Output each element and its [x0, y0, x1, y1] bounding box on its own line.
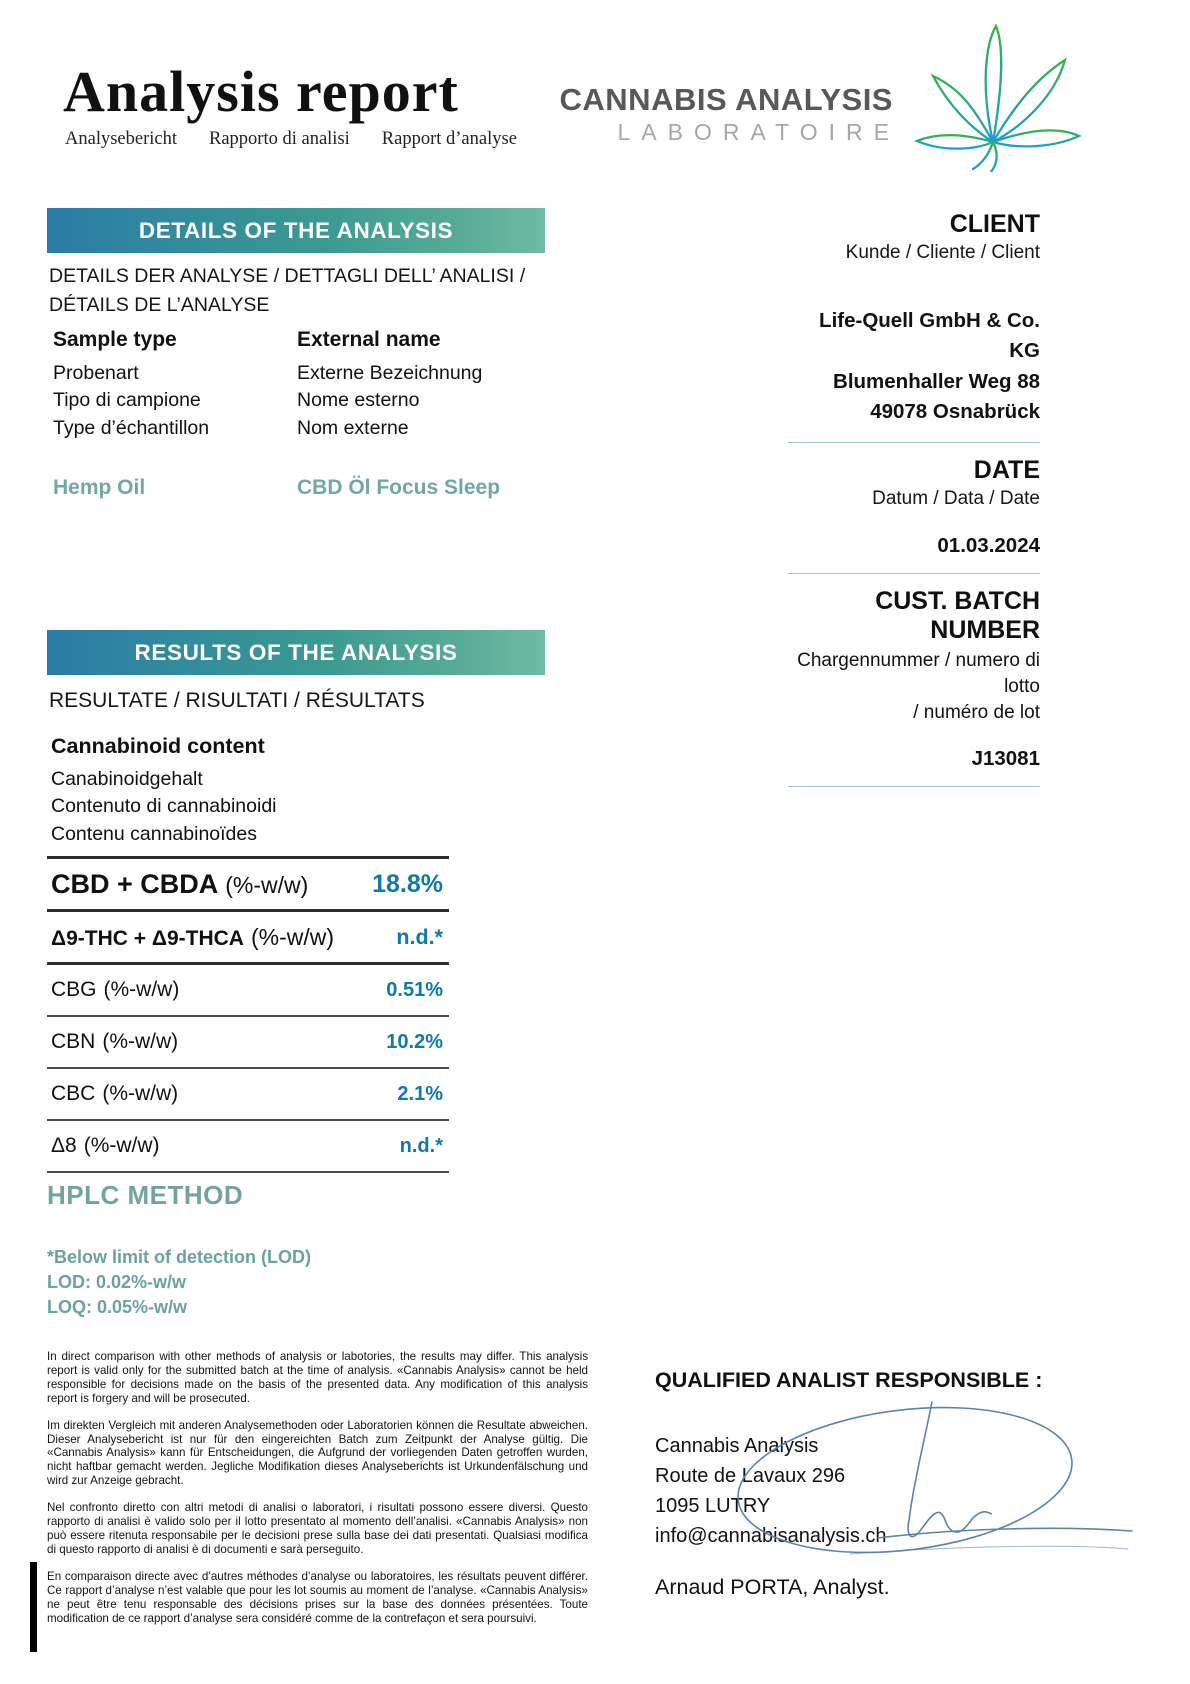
- external-name-de: Externe Bezeichnung: [297, 362, 483, 384]
- external-name-value: CBD Öl Focus Sleep: [297, 476, 501, 499]
- batch-label: CUST. BATCH NUMBER: [875, 587, 1040, 645]
- analyst-company: Cannabis Analysis: [655, 1435, 819, 1457]
- loq-value: LOQ: 0.05%-w/w: [47, 1297, 188, 1318]
- sample-type-header: Sample type: [53, 328, 177, 351]
- analyst-street: Route de Lavaux 296: [655, 1465, 846, 1487]
- row-label: Δ8 (%-w/w): [51, 1134, 160, 1157]
- method-label: HPLC METHOD: [47, 1180, 244, 1210]
- divider: [788, 786, 1040, 787]
- batch-value: J13081: [971, 747, 1040, 771]
- row-label: CBG (%-w/w): [51, 978, 180, 1001]
- disclaimer-it: Nel confronto diretto con altri metodi di analisi o laboratori, i risultati possono essere diversi. Questo rapporto di analisi è valido solo per il lotto presentato al momento dell’analisi. «Cannabis Analysis» non può essere ritenuta responsabile per le decisioni prese sulla base dei dati presentati. Qualsiasi modifica di questo rapporto di analisi è di documenti e sarà perseguito.: [47, 1501, 588, 1556]
- row-label: CBN (%-w/w): [51, 1030, 179, 1053]
- cannabinoid-sub-fr: Contenu cannabinoïdes: [51, 822, 257, 845]
- lod-note-block: [47, 1245, 311, 1321]
- divider: [788, 442, 1040, 443]
- date-label-translations: Datum / Data / Date: [872, 488, 1040, 510]
- client-panel: [788, 210, 1040, 800]
- subtitle-de: Analysebericht: [65, 128, 177, 149]
- row-value: 18.8%: [372, 869, 443, 898]
- cannabinoid-content-translations: [51, 766, 277, 848]
- external-name-it: Nome esterno: [297, 389, 420, 412]
- page-edge-mark: [30, 1562, 37, 1652]
- client-label-translations: Kunde / Cliente / Client: [845, 242, 1040, 263]
- disclaimer-de: Im direkten Vergleich mit anderen Analysemethoden oder Laboratorien können die Resultate abweichen. Dieser Analysebericht ist nur für den eingereichten Batch zum Zeitpunkt der Analyse gültig. Die «Cannabis Analysis» kann für Entscheidungen, die Aufgrund der vorliegenden Daten getroffen wurden, nicht haftbar gemacht werden. Jegliche Modifikation dieses Analyseberichts ist Urkundenfälschung und wird zur Anzeige gebracht.: [47, 1418, 588, 1488]
- external-name-fr: Nom externe: [297, 416, 409, 439]
- row-value: n.d.*: [399, 1134, 443, 1157]
- cannabinoid-sub-de: Canabinoidgehalt: [51, 768, 203, 790]
- sample-type-it: Tipo di campione: [53, 389, 201, 412]
- disclaimer-en: In direct comparison with other methods of analysis or labotories, the results may differ. This analysis report is valid only for the submitted batch at the time of analysis. «Cannabis Analysis» cannot be held responsible for decisions made on the basis of the presented data. Any modification of this analysis report is forgery and will be prosecuted.: [47, 1350, 588, 1405]
- results-table: [47, 856, 449, 1173]
- batch-label-translations: [788, 648, 1040, 725]
- sample-type-column: [53, 328, 297, 442]
- results-section-subtitle: RESULTATE / RISULTATI / RÉSULTATS: [49, 689, 425, 712]
- table-row: [47, 859, 449, 912]
- date-label: DATE: [973, 456, 1040, 485]
- client-street: Blumenhaller Weg 88: [833, 369, 1040, 393]
- table-row: [47, 1121, 449, 1173]
- table-row: [47, 1017, 449, 1069]
- details-section-subtitle: DETAILS DER ANALYSE / DETTAGLI DELL’ ANALISI / DÉTAILS DE L’ANALYSE: [49, 265, 526, 317]
- cannabis-leaf-icon: [893, 20, 1103, 172]
- external-name-header: External name: [297, 328, 441, 351]
- batch-sub-line2: / numéro de lot: [913, 701, 1040, 723]
- date-value: 01.03.2024: [937, 534, 1040, 558]
- page-subtitles: [65, 129, 517, 150]
- table-row: [47, 912, 449, 965]
- row-value: 2.1%: [397, 1082, 443, 1105]
- analyst-name: Arnaud PORTA, Analyst.: [655, 1575, 890, 1599]
- row-value: n.d.*: [396, 924, 443, 949]
- client-address: [788, 306, 1040, 427]
- details-section-title: DETAILS OF THE ANALYSIS: [138, 217, 454, 243]
- batch-sub-line1: Chargennummer / numero di lotto: [797, 650, 1040, 697]
- divider: [788, 573, 1040, 574]
- client-city: 49078 Osnabrück: [870, 399, 1040, 423]
- results-section-bar: [47, 630, 545, 675]
- logo-name: CANNABIS ANALYSIS: [559, 82, 893, 117]
- results-section-title: RESULTS OF THE ANALYSIS: [134, 639, 458, 665]
- analyst-email: info@cannabisanalysis.ch: [655, 1525, 887, 1547]
- sample-type-de: Probenart: [53, 362, 139, 384]
- row-label: Δ9-THC + Δ9-THCA (%-w/w): [51, 923, 334, 950]
- analyst-address: [655, 1431, 1145, 1551]
- lod-note: *Below limit of detection (LOD): [47, 1247, 311, 1267]
- row-label: CBC (%-w/w): [51, 1082, 179, 1105]
- row-value: 0.51%: [386, 978, 443, 1001]
- sample-values: [53, 476, 573, 500]
- row-label: CBD + CBDA (%-w/w): [51, 868, 309, 899]
- sample-columns: [53, 328, 573, 442]
- lod-value: LOD: 0.02%-w/w: [47, 1272, 187, 1293]
- subtitle-it: Rapporto di analisi: [209, 128, 350, 149]
- cannabinoid-sub-it: Contenuto di cannabinoidi: [51, 795, 277, 818]
- row-value: 10.2%: [386, 1030, 443, 1053]
- details-section-bar: [47, 208, 545, 253]
- client-label: CLIENT: [949, 210, 1040, 238]
- report-header: [63, 59, 517, 150]
- cannabinoid-content-title: Cannabinoid content: [51, 734, 265, 758]
- logo-subname: LABORATOIRE: [617, 119, 900, 145]
- table-row: [47, 1069, 449, 1121]
- analyst-panel: [655, 1368, 1145, 1600]
- disclaimer-fr: En comparaison directe avec d’autres méthodes d’analyse ou laboratoires, les résultats peuvent différer. Ce rapport d’analyse n’est valable que pour les lot soumis au moment de l’analyse. «Cannabis Analysis» ne peut être tenu responsable des décisions prises sur la base des données présentées. Toute modification de ce rapport d’analyse sera considéré comme de la contrefaçon et sera poursuivi.: [47, 1569, 588, 1625]
- analyst-heading: QUALIFIED ANALIST RESPONSIBLE :: [655, 1368, 1043, 1392]
- disclaimer-block: [47, 1350, 588, 1638]
- sample-type-fr: Type d’échantillon: [53, 416, 210, 439]
- analyst-city: 1095 LUTRY: [655, 1495, 771, 1517]
- subtitle-fr: Rapport d’analyse: [381, 128, 517, 149]
- sample-type-value: Hemp Oil: [53, 476, 146, 499]
- table-row: [47, 965, 449, 1017]
- client-name: Life-Quell GmbH & Co. KG: [819, 309, 1040, 363]
- external-name-column: [297, 328, 573, 442]
- page-title: Analysis report: [63, 59, 459, 124]
